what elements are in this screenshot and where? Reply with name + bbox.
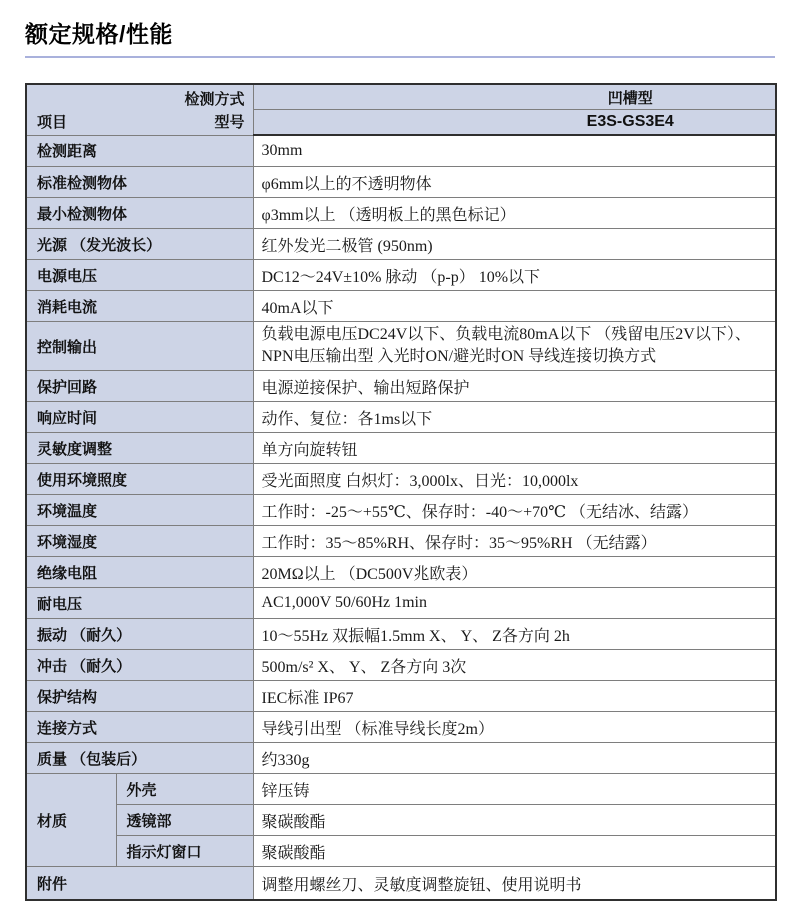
material-sub-label: 指示灯窗口 bbox=[116, 836, 253, 867]
row-value: φ6mm以上的不透明物体 bbox=[253, 167, 776, 198]
header-detection-method-label: 检测方式 bbox=[184, 91, 245, 108]
row-value: 40mA以下 bbox=[253, 291, 776, 322]
spec-row bbox=[26, 588, 776, 619]
material-group-label: 材质 bbox=[26, 774, 116, 867]
row-value: 工作时：35～85%RH、保存时：35～95%RH （无结露） bbox=[253, 526, 776, 557]
spec-row bbox=[26, 712, 776, 743]
row-label: 检测距离 bbox=[26, 135, 253, 167]
spec-row bbox=[26, 526, 776, 557]
row-label: 附件 bbox=[26, 867, 253, 901]
row-value: DC12～24V±10% 脉动 （p-p） 10%以下 bbox=[253, 260, 776, 291]
row-value: 电源逆接保护、输出短路保护 bbox=[253, 371, 776, 402]
row-label: 保护结构 bbox=[26, 681, 253, 712]
row-label: 最小检测物体 bbox=[26, 198, 253, 229]
header-model-label: 型号 bbox=[214, 113, 245, 131]
material-value: 聚碳酸酯 bbox=[253, 805, 776, 836]
row-value: 受光面照度 白炽灯：3,000lx、日光：10,000lx bbox=[253, 464, 776, 495]
spec-row bbox=[26, 291, 776, 322]
spec-row bbox=[26, 495, 776, 526]
row-label: 光源 （发光波长） bbox=[26, 229, 253, 260]
row-label: 冲击 （耐久） bbox=[26, 650, 253, 681]
row-label: 质量 （包装后） bbox=[26, 743, 253, 774]
spec-row bbox=[26, 198, 776, 229]
material-value: 聚碳酸酯 bbox=[253, 836, 776, 867]
row-label: 保护回路 bbox=[26, 371, 253, 402]
row-label: 灵敏度调整 bbox=[26, 433, 253, 464]
title-rule bbox=[25, 56, 775, 58]
row-label: 电源电压 bbox=[26, 260, 253, 291]
page-title: 额定规格/性能 bbox=[25, 21, 173, 47]
spec-row bbox=[26, 322, 776, 371]
row-value: 30mm bbox=[253, 135, 776, 167]
material-sub-label: 外壳 bbox=[116, 774, 253, 805]
header-item-label: 项目 bbox=[37, 113, 68, 131]
row-label: 连接方式 bbox=[26, 712, 253, 743]
row-label: 标准检测物体 bbox=[26, 167, 253, 198]
row-label: 使用环境照度 bbox=[26, 464, 253, 495]
row-label: 耐电压 bbox=[26, 588, 253, 619]
spec-table bbox=[25, 83, 777, 901]
row-value: 动作、复位：各1ms以下 bbox=[253, 402, 776, 433]
row-label: 控制输出 bbox=[26, 322, 253, 371]
spec-row bbox=[26, 681, 776, 712]
header-model-number: E3S-GS3E4 bbox=[253, 110, 776, 136]
spec-row bbox=[26, 433, 776, 464]
material-row bbox=[26, 805, 776, 836]
header-row-1 bbox=[26, 84, 776, 110]
row-label: 响应时间 bbox=[26, 402, 253, 433]
row-label: 绝缘电阻 bbox=[26, 557, 253, 588]
row-label: 环境湿度 bbox=[26, 526, 253, 557]
row-value-line-1: 负载电源电压DC24V以下、负载电流80mA以下 （残留电压2V以下）、 bbox=[261, 326, 751, 343]
row-value: IEC标准 IP67 bbox=[253, 681, 776, 712]
row-value: 导线引出型 （标准导线长度2m） bbox=[253, 712, 776, 743]
spec-row bbox=[26, 743, 776, 774]
spec-row bbox=[26, 650, 776, 681]
spec-row bbox=[26, 464, 776, 495]
header-corner-cell bbox=[26, 84, 253, 135]
spec-row bbox=[26, 619, 776, 650]
spec-row bbox=[26, 229, 776, 260]
row-value: 20MΩ以上 （DC500V兆欧表） bbox=[253, 557, 776, 588]
row-value bbox=[253, 322, 776, 371]
row-label: 振动 （耐久） bbox=[26, 619, 253, 650]
row-value: 500m/s² X、 Y、 Z各方向 3次 bbox=[253, 650, 776, 681]
material-value: 锌压铸 bbox=[253, 774, 776, 805]
row-value: φ3mm以上 （透明板上的黑色标记） bbox=[253, 198, 776, 229]
spec-row bbox=[26, 260, 776, 291]
row-value: 调整用螺丝刀、灵敏度调整旋钮、使用说明书 bbox=[253, 867, 776, 901]
header-sensing-type: 凹槽型 bbox=[253, 84, 776, 110]
row-value: AC1,000V 50/60Hz 1min bbox=[253, 588, 776, 619]
row-value: 约330g bbox=[253, 743, 776, 774]
accessories-row bbox=[26, 867, 776, 901]
spec-row bbox=[26, 135, 776, 167]
row-value: 单方向旋转钮 bbox=[253, 433, 776, 464]
spec-row bbox=[26, 167, 776, 198]
spec-row bbox=[26, 402, 776, 433]
material-sub-label: 透镜部 bbox=[116, 805, 253, 836]
row-value: 10～55Hz 双振幅1.5mm X、 Y、 Z各方向 2h bbox=[253, 619, 776, 650]
material-row bbox=[26, 836, 776, 867]
row-value: 工作时：-25～+55℃、保存时：-40～+70℃ （无结冰、结露） bbox=[253, 495, 776, 526]
row-value: 红外发光二极管 (950nm) bbox=[253, 229, 776, 260]
row-label: 环境温度 bbox=[26, 495, 253, 526]
row-value-line-2: NPN电压输出型 入光时ON/避光时ON 导线连接切换方式 bbox=[261, 348, 657, 365]
spec-row bbox=[26, 371, 776, 402]
spec-row bbox=[26, 557, 776, 588]
row-label: 消耗电流 bbox=[26, 291, 253, 322]
